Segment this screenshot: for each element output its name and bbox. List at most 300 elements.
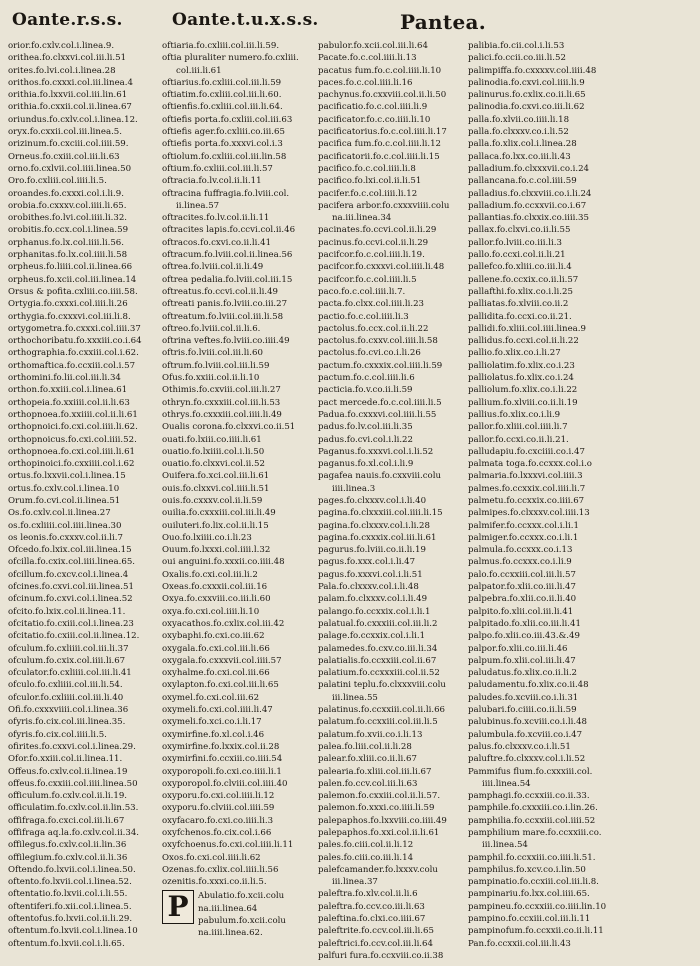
index-entry: palam.fo.clxxxv.col.i.li.49 — [318, 594, 428, 605]
index-entry: pacinates.fo.ccvi.col.ii.li.29 — [318, 225, 437, 236]
index-entry: oftrina veftes.fo.lviii.co.iiii.49 — [162, 336, 290, 347]
index-entry: pacificatorii.fo.c.col.iiii.li.15 — [318, 151, 440, 162]
index-entry: Pacate.fo.c.col.iiii.li.13 — [318, 53, 417, 64]
index-entry: oxyporu.fo.cxi.col.iiii.li.12 — [162, 791, 275, 802]
running-head-left: Oante.r.s.s. — [12, 10, 123, 30]
index-entry: orithea.fo.clxxvi.col.iii.li.51 — [8, 53, 127, 64]
index-entry: pallidus.fo.ccxi.col.ii.li.22 — [468, 336, 579, 347]
index-entry: pacificator.fo.c.co.iiii.li.10 — [318, 114, 431, 125]
index-entry: Othimis.fo.cxviii.col.iii.li.27 — [162, 385, 281, 396]
index-entry: pampinatio.fo.ccxiii.col.iii.li.8. — [468, 877, 599, 888]
index-entry: Orsus & pofita.cxliii.co.iiii.58. — [8, 286, 138, 297]
index-entry: palpor.fo.xlii.co.iii.li.46 — [468, 643, 568, 654]
index-entry: palla.fo.xlvii.co.iiii.li.18 — [468, 114, 570, 125]
index-column-1 — [8, 40, 160, 950]
index-entry: orthopinoici.fo.cxxiiii.col.i.62 — [8, 459, 135, 470]
index-entry: oxymirfine.fo.lxxix.col.ii.28 — [162, 741, 280, 752]
index-entry: palatinus.fo.ccxxiii.col.ii.li.66 — [318, 705, 446, 716]
index-entry: palefcamander.fo.lxxxv.colu — [318, 864, 438, 875]
index-entry: palliolum.fo.xlix.co.i.li.22 — [468, 385, 578, 396]
index-entry: offifraga aq.la.fo.cxlv.col.ii.34. — [8, 828, 140, 838]
index-entry: pactum.fo.cxxxix.col.iiii.li.59 — [318, 360, 443, 371]
index-entry: pales.fo.ciii.co.iii.li.14 — [318, 852, 414, 863]
index-entry: oftienfis.fo.cxliii.col.iii.li.64. — [162, 102, 283, 113]
index-entry: iii.linea.37 — [332, 877, 378, 888]
index-entry: iiii.linea.3 — [332, 483, 376, 494]
index-entry: Oualis corona.fo.clxxvi.co.ii.51 — [162, 422, 296, 433]
index-entry: Ozenas.fo.cxlix.col.iiii.li.56 — [162, 864, 279, 875]
index-entry: pallax.fo.clxvi.co.ii.li.55 — [468, 225, 571, 236]
index-entry: paleftra.fo.xlv.col.ii.li.6 — [318, 889, 418, 900]
index-entry: palea.fo.liii.col.ii.li.28 — [318, 741, 412, 752]
index-entry: oxymirfine.fo.xl.col.i.46 — [162, 729, 265, 740]
index-entry: palemon.fo.xxxi.co.iiii.li.59 — [318, 803, 435, 814]
index-entry: orobia.fo.cxxxv.col.iiii.li.65. — [8, 200, 127, 211]
index-entry: orphanus.fo.lx.col.iiii.li.56. — [8, 237, 125, 248]
index-entry: palmata toga.fo.ccxxx.col.i.o — [468, 459, 592, 470]
index-entry: ozenitis.fo.xxxi.co.ii.li.5. — [162, 877, 267, 888]
index-entry: oftreatum.fo.lviii.col.iii.li.58 — [162, 311, 284, 322]
index-entry: ofyris.fo.cix.col.iii.linea.35. — [8, 717, 126, 728]
index-entry: palear.fo.xliii.co.ii.li.67 — [318, 754, 417, 765]
index-entry: padus.fo.cvi.col.i.li.22 — [318, 434, 413, 445]
index-entry: palludapiu.fo.cxciiii.co.i.47 — [468, 446, 585, 457]
index-entry: paleftrite.fo.ccv.col.iii.li.65 — [318, 926, 434, 937]
index-entry: oftreati panis.fo.lviii.co.iii.27 — [162, 299, 288, 310]
index-entry: pallaca.fo.lxx.co.iii.li.43 — [468, 151, 571, 162]
index-entry: ofculum.fo.cxliiii.col.iii.li.37 — [8, 643, 129, 654]
index-entry: Ofor.fo.xxiii.col.ii.linea.11. — [8, 754, 123, 765]
index-entry: oftiaria.fo.cxliii.col.iii.li.59. — [162, 41, 280, 51]
index-entry: palmiger.fo.ccxxx.co.i.li.1 — [468, 532, 579, 543]
index-entry: pagurus.fo.lviii.co.ii.li.19 — [318, 545, 426, 556]
index-entry: na.iii.linea.64 — [198, 903, 258, 914]
index-entry: Oxos.fo.cxi.col.iiii.li.62 — [162, 852, 261, 863]
index-entry: palladium.fo.clxxxvii.co.i.24 — [468, 163, 590, 174]
index-entry: iii.linea.54 — [482, 840, 528, 851]
index-entry: Ouifera.fo.xci.col.iii.li.61 — [162, 471, 270, 482]
index-entry: Oxalis.fo.cxi.col.iii.li.2 — [162, 569, 258, 580]
index-entry: palla.fo.clxxxv.co.i.li.52 — [468, 127, 569, 138]
index-entry: ouatio.fo.clxxvi.col.ii.52 — [162, 459, 265, 470]
index-entry: pamphilium mare.fo.ccxxiii.co. — [468, 828, 602, 838]
index-entry: pallidi.fo.xliii.col.iiii.linea.9 — [468, 323, 586, 334]
index-entry: oriundus.fo.cxlv.col.i.linea.12. — [8, 114, 138, 125]
index-entry: officulum.fo.cxlv.col.ii.li.19. — [8, 791, 128, 802]
index-entry: pachynus.fo.cxxviii.col.ii.li.50 — [318, 90, 447, 101]
index-entry: pampino.fo.ccxiii.col.iii.li.11 — [468, 914, 591, 925]
index-entry: orites.fo.lvi.col.i.linea.28 — [8, 65, 116, 76]
index-entry: orthographia.fo.cxxiii.col.i.62. — [8, 348, 139, 359]
index-entry: oftiefis porta.fo.xxxvi.col.i.3 — [162, 139, 283, 150]
index-entry: paganus.fo.xl.col.i.li.9 — [318, 459, 414, 470]
initial-entry-lines — [198, 890, 286, 939]
index-entry: na.iii.linea.34 — [332, 213, 392, 224]
index-entry: pampinofum.fo.ccxxii.co.ii.li.11 — [468, 926, 604, 937]
index-entry: ofcito.fo.lxix.col.ii.linea.11. — [8, 606, 126, 617]
index-entry: oxymel.fo.cxi.col.iii.62 — [162, 692, 260, 703]
index-entry: pagina.fo.clxxxv.col.i.li.28 — [318, 520, 430, 531]
index-entry: palen.fo.ccv.col.iii.li.63 — [318, 778, 418, 789]
index-entry: oxyporu.fo.clviii.col.iiii.59 — [162, 803, 275, 814]
index-entry: oxymirfini.fo.ccxiii.co.iiii.54 — [162, 754, 283, 765]
decorated-initial: P — [162, 890, 194, 924]
index-entry: palmes.fo.ccxxix.col.iiii.li.7 — [468, 483, 586, 494]
index-entry: palpito.fo.xlii.col.iii.li.41 — [468, 606, 574, 617]
index-entry: pamphilus.fo.xcv.co.i.lin.50 — [468, 864, 586, 875]
index-entry: ouis.fo.cxxxv.col.ii.li.59 — [162, 495, 263, 506]
index-entry: ofirites.fo.cxxvi.col.i.linea.29. — [8, 741, 136, 752]
index-entry: orithia.fo.lxxvii.col.iii.lin.61 — [8, 90, 128, 101]
index-entry: palimpiffa.fo.cxxxxv.col.iiii.48 — [468, 65, 597, 76]
index-entry: offeus.fo.cxxiii.col.iiii.linea.50 — [8, 778, 138, 789]
index-entry: pampineu.fo.ccxxiii.co.iiii.lin.10 — [468, 901, 607, 912]
index-entry: oftracum.fo.lviii.col.ii.linea.56 — [162, 250, 293, 261]
index-entry: oxylapton.fo.cxi.col.iii.li.65 — [162, 680, 279, 691]
index-entry: pacifera arbor.fo.cxxxviiii.colu — [318, 200, 450, 211]
index-entry: paleftina.fo.clxi.co.iiii.67 — [318, 914, 426, 925]
index-entry: oftracina fuffragia.fo.lviii.col. — [162, 188, 290, 199]
index-entry: oftia pluraliter numero.fo.cxliii. — [162, 53, 299, 64]
index-entry: pacticia.fo.v.co.ii.li.59 — [318, 385, 413, 396]
index-entry: orno.fo.cxlvii.col.iiii.linea.50 — [8, 163, 132, 174]
index-entry: orthomaftica.fo.ccxiii.col.i.57 — [8, 360, 136, 371]
index-entry: palladium.fo.ccxxvii.co.i.67 — [468, 200, 587, 211]
index-entry: ouis.fo.clxxvi.col.iiii.li.51 — [162, 483, 270, 494]
index-entry: orthygia.fo.cxxxvi.col.iii.li.8. — [8, 311, 131, 322]
index-entry: oftris.fo.lviii.col.iii.li.60 — [162, 348, 263, 359]
index-entry: Os.fo.cxlv.col.ii.linea.27 — [8, 508, 111, 519]
index-entry: oxyporopol.fo.clviii.col.iiii.40 — [162, 778, 288, 789]
index-entry: oxyhalme.fo.cxi.col.iii.66 — [162, 668, 270, 679]
index-entry: othryn.fo.cxxxiii.col.iii.li.53 — [162, 397, 281, 408]
index-entry: oftentum.fo.lxvii.col.i.li.65. — [8, 938, 125, 949]
index-entry: iii.linea.55 — [332, 692, 378, 703]
index-entry: oxymeli.fo.xci.co.i.li.17 — [162, 717, 262, 728]
index-entry: pallafthi.fo.xlix.co.i.li.25 — [468, 286, 573, 297]
index-entry: palmula.fo.ccxxx.co.i.13 — [468, 545, 573, 556]
index-entry: Pan.fo.ccxxii.col.iii.li.43 — [468, 938, 571, 949]
index-entry: offifraga.fo.cxci.col.iii.li.67 — [8, 815, 125, 826]
index-entry: pallantias.fo.clxxix.co.iiii.35 — [468, 213, 589, 224]
index-entry: palpitado.fo.xlii.co.iii.li.41 — [468, 618, 581, 629]
index-entry: oftentofus.fo.lxvii.col.ii.li.29. — [8, 914, 133, 925]
index-entry: os.fo.cxliiii.col.iiii.linea.30 — [8, 520, 122, 531]
index-entry: oftiarius.fo.cxliii.col.iii.li.59 — [162, 77, 282, 88]
index-entry: ofcinum.fo.cxvi.col.i.linea.52 — [8, 594, 133, 605]
index-entry: palus.fo.clxxxv.co.i.li.51 — [468, 741, 571, 752]
index-entry: orithia.fo.cxxii.col.ii.linea.67 — [8, 102, 132, 113]
index-entry: ortus.fo.cxlv.col.i.linea.10 — [8, 483, 120, 494]
index-entry: paludes.fo.xcviii.co.i.li.31 — [468, 692, 579, 703]
index-entry: ofculum.fo.cxix.col.iiii.li.67 — [8, 655, 126, 666]
page-header — [0, 10, 700, 40]
index-entry: orpheus.fo.xcii.col.iii.linea.14 — [8, 274, 137, 285]
index-entry: ofcitatio.fo.cxiii.col.ii.linea.12. — [8, 631, 140, 642]
index-entry: pacatus fum.fo.c.col.iiii.li.10 — [318, 65, 442, 76]
index-entry: paleftra.fo.ccv.co.iii.li.63 — [318, 901, 425, 912]
index-entry: oftium.fo.cxliii.col.iii.li.57 — [162, 163, 273, 174]
index-entry: palinurus.fo.cxlix.co.ii.li.65 — [468, 90, 586, 101]
index-entry: palubinus.fo.xcviii.co.i.li.48 — [468, 717, 588, 728]
index-entry: pactum.fo.c.col.iiii.li.6 — [318, 373, 415, 384]
index-entry: palearia.fo.xliii.col.iii.li.67 — [318, 766, 432, 777]
index-entry: palladius.fo.clxxviii.co.i.li.24 — [468, 188, 592, 199]
index-entry: palamedes.fo.cxv.co.iii.li.34 — [318, 643, 438, 654]
index-entry: pallor.fo.ccxi.co.ii.li.21. — [468, 434, 569, 445]
index-entry: pacifer.fo.c.col.iiii.li.12 — [318, 188, 418, 199]
index-entry: pallo.fo.ccxi.col.ii.li.21 — [468, 250, 566, 261]
index-entry: oftento.fo.lxvii.col.i.linea.52. — [8, 877, 132, 888]
index-entry: Paganus.fo.xxxvi.col.i.li.52 — [318, 446, 434, 457]
index-entry: palpo.fo.xlii.co.iii.43.&.49 — [468, 631, 580, 642]
index-entry: orthopnoea.fo.xxiiii.col.ii.li.61 — [8, 409, 138, 420]
index-entry: pamphilia.fo.ccxxiii.col.iiii.52 — [468, 815, 596, 826]
index-entry: oxyfchoenus.fo.cxi.col.iiii.li.11 — [162, 840, 294, 851]
index-entry: palage.fo.ccxxix.col.i.li.1 — [318, 631, 426, 642]
index-entry: oxyporopoli.fo.cxi.co.iiii.li.1 — [162, 766, 282, 777]
index-entry: pamphil.fo.ccxxiii.co.iiii.li.51. — [468, 852, 596, 863]
index-entry: Ofus.fo.xxiii.col.ii.li.10 — [162, 373, 260, 384]
index-entry: pacta.fo.clxx.col.iiii.li.23 — [318, 299, 425, 310]
index-entry: ofculo.fo.cxliiii.col.iii.li.54. — [8, 680, 123, 691]
index-entry: palibia.fo.cii.col.i.li.53 — [468, 41, 565, 51]
index-entry: pacifcor.fo.c.col.iiii.li.19. — [318, 250, 425, 261]
index-entry: palfuri fura.fo.ccxviii.co.ii.38 — [318, 950, 444, 961]
index-entry: palliolatus.fo.xlix.co.i.24 — [468, 373, 574, 384]
index-entry: pacifcor.fo.cxxxvi.col.iiii.li.48 — [318, 262, 445, 273]
index-entry: pacificatorius.fo.c.col.iiii.li.17 — [318, 127, 447, 138]
index-entry: palatum.fo.xvii.co.i.li.13 — [318, 729, 423, 740]
index-entry: orizinum.fo.cxciii.col.iiii.59. — [8, 139, 129, 150]
index-entry: palepaphos.fo.lxxviii.co.iiii.49 — [318, 815, 447, 826]
index-entry: pabulum.fo.xcii.colu — [198, 916, 286, 927]
index-entry: Pammifus flum.fo.cxxxiii.col. — [468, 766, 593, 777]
index-entry: oftiefis ager.fo.cxliii.co.iii.65 — [162, 127, 285, 138]
index-entry: pallius.fo.xlix.co.i.li.9 — [468, 409, 561, 420]
index-entry: orthon.fo.xxiii.col.i.linea.61 — [8, 385, 128, 396]
index-entry: pacifcor.fo.c.col.iiii.li.5 — [318, 274, 417, 285]
index-entry: palatual.fo.cxxxiii.col.iii.li.2 — [318, 618, 438, 629]
index-entry: pabulor.fo.xcii.col.iii.li.64 — [318, 41, 428, 51]
index-entry: Ofi.fo.cxxxviiii.col.i.linea.36 — [8, 705, 129, 716]
index-entry: ofcilla.fo.cxix.col.iiii.linea.65. — [8, 557, 136, 568]
index-entry: Ouum.fo.lxxxi.col.iiii.l.32 — [162, 545, 271, 556]
index-entry: orobithes.fo.lvi.col.iiii.li.32. — [8, 213, 128, 224]
index-entry: ouiluteri.fo.lix.col.ii.li.15 — [162, 520, 269, 531]
index-entry: Oxya.fo.cxxviii.co.iii.li.60 — [162, 594, 271, 605]
index-entry: Orneus.fo.cxiii.col.iii.li.63 — [8, 151, 120, 162]
index-entry: palumbula.fo.xcviii.co.i.47 — [468, 729, 583, 740]
index-entry: ofcitatio.fo.cxiii.col.i.linea.23 — [8, 618, 134, 629]
index-entry: palatialis.fo.ccxxiii.col.ii.67 — [318, 655, 437, 666]
index-entry: pacifica fum.fo.c.col.iiii.li.12 — [318, 139, 442, 150]
index-entry: ouati.fo.lxiii.co.iiii.li.61 — [162, 434, 262, 445]
running-head-middle: Oante.t.u.x.s.s. — [172, 10, 319, 30]
index-entry: oftentum.fo.lxvii.col.i.linea.10 — [8, 926, 138, 937]
index-entry: ofcines.fo.cxvi.col.iii.linea.51 — [8, 582, 134, 593]
index-entry: Oro.fo.cxliii.col.iiii.li.5. — [8, 176, 107, 187]
index-entry: palmaria.fo.lxxxvi.col.iiii.3 — [468, 471, 583, 482]
index-entry: orthochoribatu.fo.xxxiii.co.i.64 — [8, 336, 142, 347]
index-entry: ofculator.fo.cxliiii.col.iii.li.41 — [8, 668, 132, 679]
section-start-p — [162, 890, 314, 939]
index-entry: oxyfchenos.fo.cix.col.i.66 — [162, 828, 272, 838]
index-entry: pagus.fo.xxxvi.col.i.li.51 — [318, 569, 423, 580]
index-column-2 — [162, 40, 314, 939]
index-entry: iiii.linea.54 — [482, 778, 531, 789]
index-entry: na.iiii.linea.62. — [198, 928, 263, 939]
index-entry: pact mercede.fo.c.col.iiii.li.5 — [318, 397, 442, 408]
index-entry: oftiolum.fo.cxliii.col.iii.lin.58 — [162, 151, 287, 162]
index-entry: oroandes.fo.cxxxi.col.i.li.9. — [8, 188, 124, 199]
index-entry: palliolatim.fo.xlix.co.i.23 — [468, 360, 575, 371]
index-entry: Orum.fo.cvi.col.ii.linea.51 — [8, 495, 121, 506]
index-entry: ofcillum.fo.cxcv.col.i.linea.4 — [8, 569, 129, 580]
index-entry: pacifico.fo.lxi.col.ii.li.51 — [318, 176, 422, 187]
index-entry: palubari.fo.ciiii.co.ii.li.59 — [468, 705, 577, 716]
index-entry: oftentatio.fo.lxvii.col.i.li.55. — [8, 889, 128, 900]
index-entry: ortus.fo.lxxvii.col.i.linea.15 — [8, 471, 126, 482]
index-entry: palatum.fo.ccxxiii.col.iii.li.5 — [318, 717, 438, 728]
index-column-3 — [318, 40, 470, 962]
index-entry: offilegium.fo.cxlv.col.ii.li.36 — [8, 852, 128, 863]
index-entry: pactolus.fo.cvi.co.i.li.26 — [318, 348, 421, 359]
running-head-right: Pantea. — [400, 10, 486, 34]
index-entry: Padua.fo.cxxxvi.col.iiii.li.55 — [318, 409, 437, 420]
index-entry: oftracites lapis.fo.ccvi.col.ii.46 — [162, 225, 296, 236]
index-entry: palemon.fo.cxxiii.col.ii.li.57. — [318, 791, 441, 802]
index-entry: orthopnoici.fo.cxi.col.iiii.li.62. — [8, 422, 138, 433]
index-entry: oftreatus.fo.ccvi.col.ii.li.49 — [162, 286, 279, 297]
index-entry: Pala.fo.clxxxv.col.i.li.48 — [318, 582, 419, 593]
index-entry: pagina.fo.cxxxix.col.iii.li.61 — [318, 532, 437, 543]
index-entry: paco.fo.c.col.iiii.li.7. — [318, 286, 406, 297]
index-entry: ofculor.fo.cxliiii.col.iii.li.40 — [8, 692, 124, 703]
index-entry: padus.fo.lv.col.iii.li.35 — [318, 422, 413, 433]
index-entry: pallancana.fo.c.col.iiii.59 — [468, 176, 577, 187]
index-entry: palango.fo.ccxxix.col.i.li.1 — [318, 606, 431, 617]
index-entry: ofyris.fo.cix.col.iiii.li.5. — [8, 729, 107, 740]
index-entry: palatium.fo.ccxxxiii.col.ii.52 — [318, 668, 440, 679]
index-entry: pallium.fo.xlviii.co.ii.li.19 — [468, 397, 578, 408]
index-entry: palpebra.fo.xlii.co.ii.li.40 — [468, 594, 577, 605]
index-entry: oftentiferi.fo.xii.col.i.linea.5. — [8, 901, 132, 912]
index-entry: paludamentu.fo.xlix.co.ii.48 — [468, 680, 589, 691]
index-entry: pacificatio.fo.c.col.iiii.li.9 — [318, 102, 428, 113]
index-entry: offilegus.fo.cxlv.col.ii.lin.36 — [8, 840, 127, 851]
index-entry: palpator.fo.xlii.co.iii.li.47 — [468, 582, 576, 593]
index-entry: oxyfacaro.fo.cxi.co.iiii.li.3 — [162, 815, 274, 826]
index-entry: Ofcedo.fo.lxix.col.iii.linea.15 — [8, 545, 132, 556]
index-entry: othrys.fo.cxxxiii.col.iiii.li.49 — [162, 409, 282, 420]
index-entry: oftracites.fo.lv.col.ii.li.11 — [162, 213, 270, 224]
index-entry: oryx.fo.cxxii.col.iii.linea.5. — [8, 127, 123, 138]
index-entry: palmetu.fo.ccxxix.co.iiii.67 — [468, 495, 585, 506]
index-entry: oftracia.fo.lv.col.ii.li.11 — [162, 176, 262, 187]
index-entry: pagafea nauis.fo.cxxviii.colu — [318, 471, 441, 482]
index-entry: paludatus.fo.xlix.co.ii.li.2 — [468, 668, 578, 679]
index-entry: orphanitas.fo.lx.col.iiii.li.58 — [8, 250, 128, 261]
index-entry: pagina.fo.clxxxiii.col.iiii.li.15 — [318, 508, 443, 519]
index-entry: oftreo.fo.lviii.col.ii.li.6. — [162, 323, 261, 334]
index-entry: ortygometra.fo.cxxxi.col.iiii.37 — [8, 323, 141, 334]
index-entry: pales.fo.ciii.col.ii.li.12 — [318, 840, 414, 851]
index-entry: pallio.fo.xlix.co.i.li.27 — [468, 348, 561, 359]
index-entry: oftrea.fo.lviii.col.ii.li.49 — [162, 262, 264, 273]
index-entry: palmipes.fo.clxxxv.col.iiii.13 — [468, 508, 590, 519]
index-entry: ii.linea.57 — [176, 200, 220, 211]
index-entry: oxybaphi.fo.cxi.co.iii.62 — [162, 631, 265, 642]
index-entry: palatini teplu.fo.clxxxviii.colu — [318, 680, 446, 691]
index-entry: paces.fo.c.col.iiii.li.16 — [318, 77, 413, 88]
index-entry: oxymeli.fo.cxi.col.iiii.li.47 — [162, 705, 273, 716]
index-entry: orthomini.fo.lii.col.iii.li.34 — [8, 373, 121, 384]
index-entry: orthopeia.fo.xxiiii.col.ii.li.63 — [8, 397, 130, 408]
index-entry: palmus.fo.ccxxx.co.i.li.9 — [468, 557, 572, 568]
index-entry: ouatio.fo.lxiiii.col.i.li.50 — [162, 446, 265, 457]
index-entry: Abulatio.fo.xcii.colu — [198, 891, 285, 902]
index-entry: orpheus.fo.liiii.col.ii.linea.66 — [8, 262, 133, 273]
index-entry: orthopnoicus.fo.cxi.col.iiii.52. — [8, 434, 137, 445]
index-entry: Ortygia.fo.cxxxi.col.iiii.li.26 — [8, 299, 128, 310]
index-entry: paleftrici.fo.ccv.col.iii.li.64 — [318, 938, 433, 949]
index-entry: orior.fo.cxlv.col.i.linea.9. — [8, 41, 115, 51]
index-entry: pactolus.fo.cxxv.col.iiii.li.58 — [318, 336, 438, 347]
index-entry: oxygala.fo.cxxxvii.col.iiii.57 — [162, 655, 282, 666]
index-entry: palpum.fo.xlii.col.iii.li.47 — [468, 655, 576, 666]
index-entry: oftrum.fo.lviii.col.iii.li.59 — [162, 360, 270, 371]
index-entry: pages.fo.clxxxv.col.i.li.40 — [318, 495, 427, 506]
index-entry: oftracos.fo.cxvi.co.ii.li.41 — [162, 237, 272, 248]
index-entry: palinodia.fo.cxvi.col.iiii.li.9 — [468, 77, 585, 88]
index-entry: oftiatim.fo.cxliii.col.iii.li.60. — [162, 90, 282, 101]
index-entry: Offeus.fo.cxlv.col.ii.linea.19 — [8, 766, 128, 777]
index-entry: orthopnoea.fo.cxi.col.iiii.li.61 — [8, 446, 136, 457]
index-entry: orobitis.fo.ccx.col.i.linea.59 — [8, 225, 129, 236]
index-entry: Oxeas.fo.cxxxii.col.iii.16 — [162, 582, 268, 593]
index-entry: pamphagi.fo.ccxxiii.co.ii.33. — [468, 791, 590, 802]
index-entry: pactolus.fo.ccx.col.ii.li.22 — [318, 323, 429, 334]
index-entry: pamphile.fo.cxxxiii.co.i.lin.26. — [468, 803, 598, 814]
index-entry: palliatas.fo.xlviii.co.ii.2 — [468, 299, 569, 310]
index-entry: Ouo.fo.lxiiii.co.i.li.23 — [162, 532, 252, 543]
index-entry: palo.fo.ccxxiii.col.iii.li.57 — [468, 569, 576, 580]
index-entry: Oftendo.fo.lxvii.col.i.linea.50. — [8, 864, 136, 875]
index-entry: ouilia.fo.cxxxiii.col.iii.li.49 — [162, 508, 276, 519]
index-entry: pallor.fo.lviii.co.iii.li.3 — [468, 237, 562, 248]
index-entry: col.iii.li.61 — [176, 65, 222, 76]
index-entry: paluftre.fo.clxxxv.col.i.li.52 — [468, 754, 586, 765]
index-entry: palici.fo.ccii.co.iii.li.52 — [468, 53, 566, 64]
index-entry: pallene.fo.ccxix.co.ii.li.57 — [468, 274, 579, 285]
index-entry: pactio.fo.c.col.iiii.li.3 — [318, 311, 409, 322]
index-entry: pacinus.fo.ccvi.col.ii.li.29 — [318, 237, 429, 248]
index-entry: palepaphos.fo.xxi.col.ii.li.61 — [318, 828, 440, 838]
index-entry: oxygala.fo.cxi.col.iii.li.66 — [162, 643, 270, 654]
index-entry: pallefco.fo.xliii.co.iii.li.4 — [468, 262, 572, 273]
index-entry: oxyacathos.fo.cxlix.col.iii.42 — [162, 618, 285, 629]
index-entry: pagus.fo.xxx.col.i.li.47 — [318, 557, 416, 568]
index-entry: pacifico.fo.c.col.iiii.li.8 — [318, 163, 416, 174]
index-entry: palla.fo.xlix.col.i.linea.28 — [468, 139, 577, 150]
index-entry: oui anguini.fo.xxxii.co.iiii.48 — [162, 557, 285, 568]
index-entry: palmifer.fo.ccxxx.col.i.li.1 — [468, 520, 579, 531]
index-entry: pallor.fo.xliii.col.iiii.li.7 — [468, 422, 568, 433]
index-entry: os leonis.fo.cxxxv.col.ii.li.7 — [8, 532, 123, 543]
index-entry: oftiefis porta.fo.cxliii.col.iii.63 — [162, 114, 293, 125]
index-entry: pallidita.fo.ccxi.co.ii.21. — [468, 311, 572, 322]
